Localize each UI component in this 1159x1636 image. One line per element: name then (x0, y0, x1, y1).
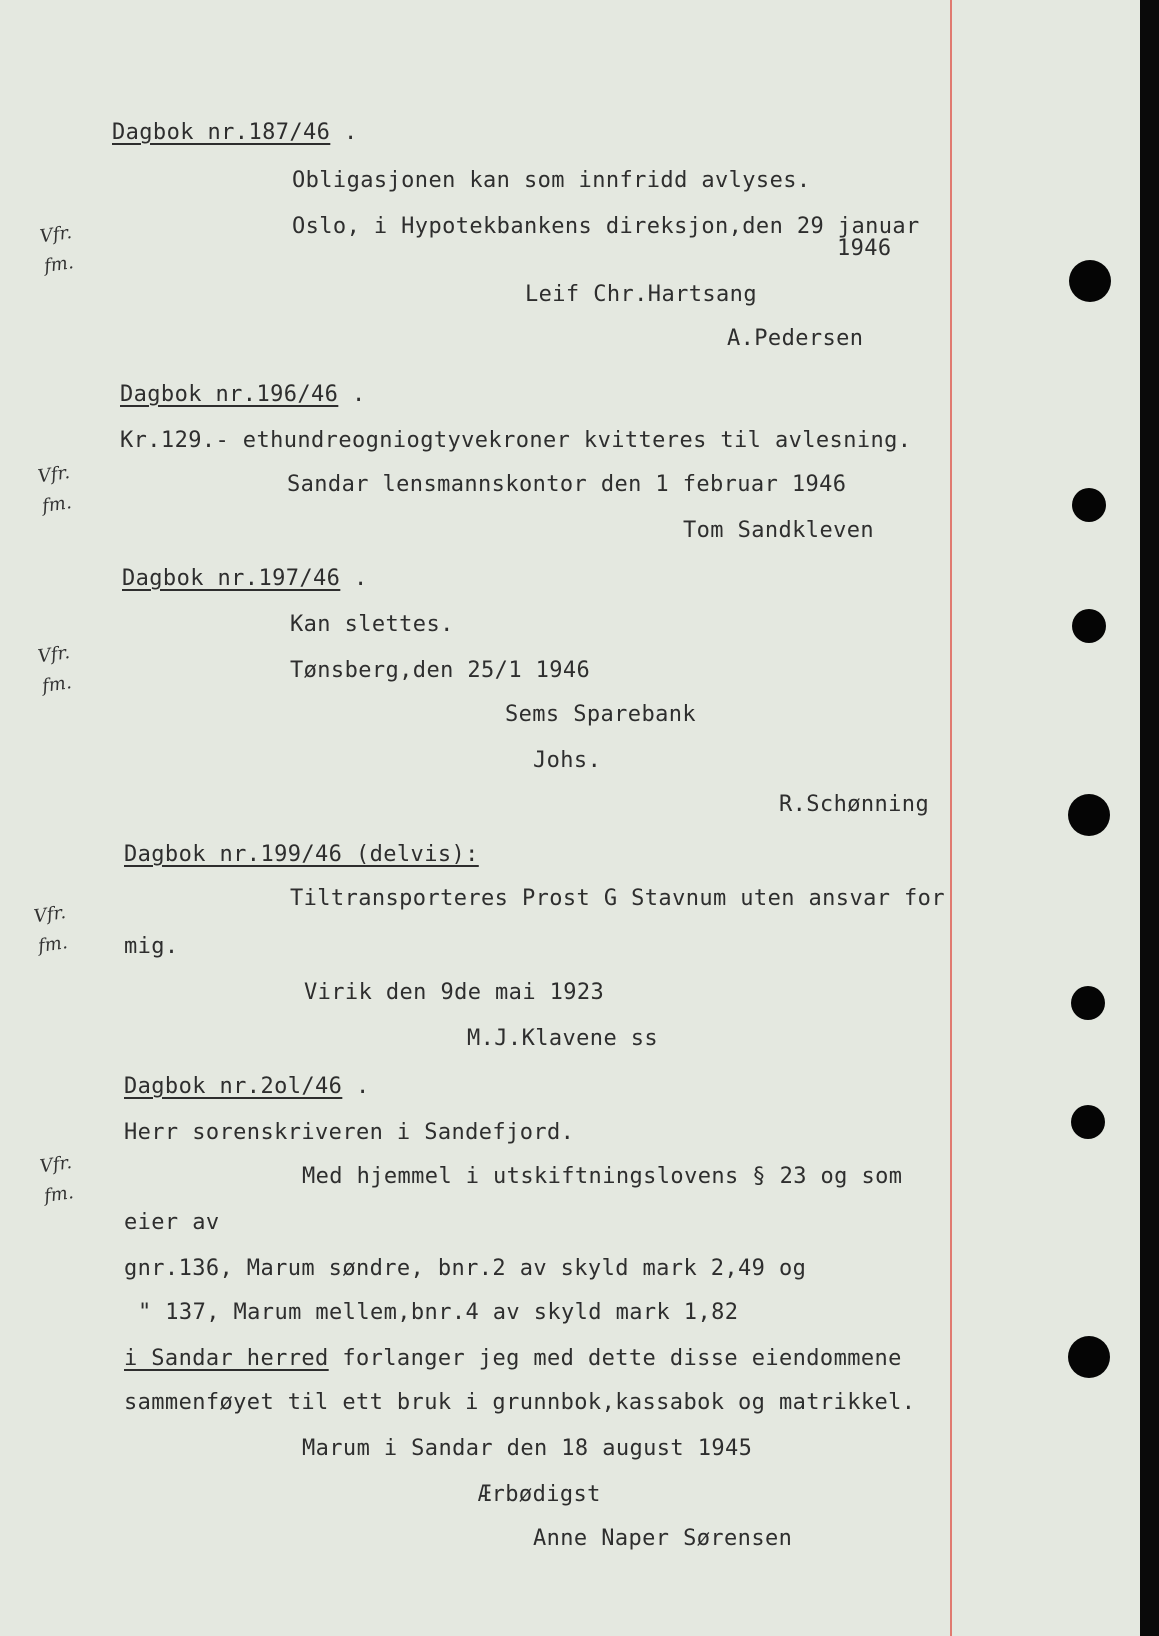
punch-hole (1071, 1105, 1105, 1139)
entry-text: gnr.136, Marum søndre, bnr.2 av skyld mark 2,49 og (124, 1256, 807, 1281)
entry-text: Kr.129.- ethundreogniogtyvekroner kvitteres til avlesning. (120, 428, 912, 453)
entry-text: 1946 (837, 236, 892, 261)
entry-text: Virik den 9de mai 1923 (304, 980, 605, 1005)
margin-initials: Vfr. fm. (38, 222, 75, 277)
signature-text: R.Schønning (779, 792, 930, 817)
entry-text: " 137, Marum mellem,bnr.4 av skyld mark 1,82 (138, 1300, 739, 1325)
entry-text: Sandar lensmannskontor den 1 februar 1946 (287, 472, 847, 497)
entry-text: i Sandar herred forlanger jeg med dette disse eiendommene (124, 1346, 902, 1371)
signature-text: M.J.Klavene ss (467, 1026, 659, 1051)
entry-text: Kan slettes. (290, 612, 454, 637)
entry-heading: Dagbok nr.197/46 . (122, 566, 368, 591)
signature-text: Ærbødigst (478, 1482, 601, 1507)
punch-hole (1068, 1336, 1110, 1378)
entry-heading: Dagbok nr.196/46 . (120, 382, 366, 407)
signature-text: A.Pedersen (727, 326, 864, 351)
entry-heading: Dagbok nr.2ol/46 . (124, 1074, 370, 1099)
entry-heading: Dagbok nr.187/46 . (112, 120, 358, 145)
signature-text: Anne Naper Sørensen (533, 1526, 793, 1551)
signature-text: Leif Chr.Hartsang (525, 282, 757, 307)
entry-text: Med hjemmel i utskiftningslovens § 23 og som (302, 1164, 903, 1189)
margin-initials: Vfr. fm. (36, 462, 73, 517)
entry-text: Tønsberg,den 25/1 1946 (290, 658, 591, 683)
margin-initials: Vfr. fm. (32, 902, 69, 957)
signature-text: Tom Sandkleven (683, 518, 875, 543)
entry-heading: Dagbok nr.199/46 (delvis): (124, 842, 479, 867)
entry-text: Tiltransporteres Prost G Stavnum uten ansvar for (290, 886, 945, 911)
margin-rule (950, 0, 952, 1636)
signature-text: Sems Sparebank (505, 702, 697, 727)
signature-text: Johs. (533, 748, 602, 773)
entry-text: mig. (124, 934, 179, 959)
entry-text: sammenføyet til ett bruk i grunnbok,kassabok og matrikkel. (124, 1390, 916, 1415)
entry-text: Oslo, i Hypotekbankens direksjon,den 29 januar (292, 214, 920, 239)
punch-hole (1072, 609, 1106, 643)
punch-hole (1069, 260, 1111, 302)
punch-hole (1071, 986, 1105, 1020)
punch-hole (1068, 794, 1110, 836)
punch-hole (1072, 488, 1106, 522)
entry-text: eier av (124, 1210, 220, 1235)
margin-initials: Vfr. fm. (38, 1152, 75, 1207)
entry-text: Herr sorenskriveren i Sandefjord. (124, 1120, 575, 1145)
entry-text: Marum i Sandar den 18 august 1945 (302, 1436, 753, 1461)
entry-text: Obligasjonen kan som innfridd avlyses. (292, 168, 811, 193)
margin-initials: Vfr. fm. (36, 642, 73, 697)
